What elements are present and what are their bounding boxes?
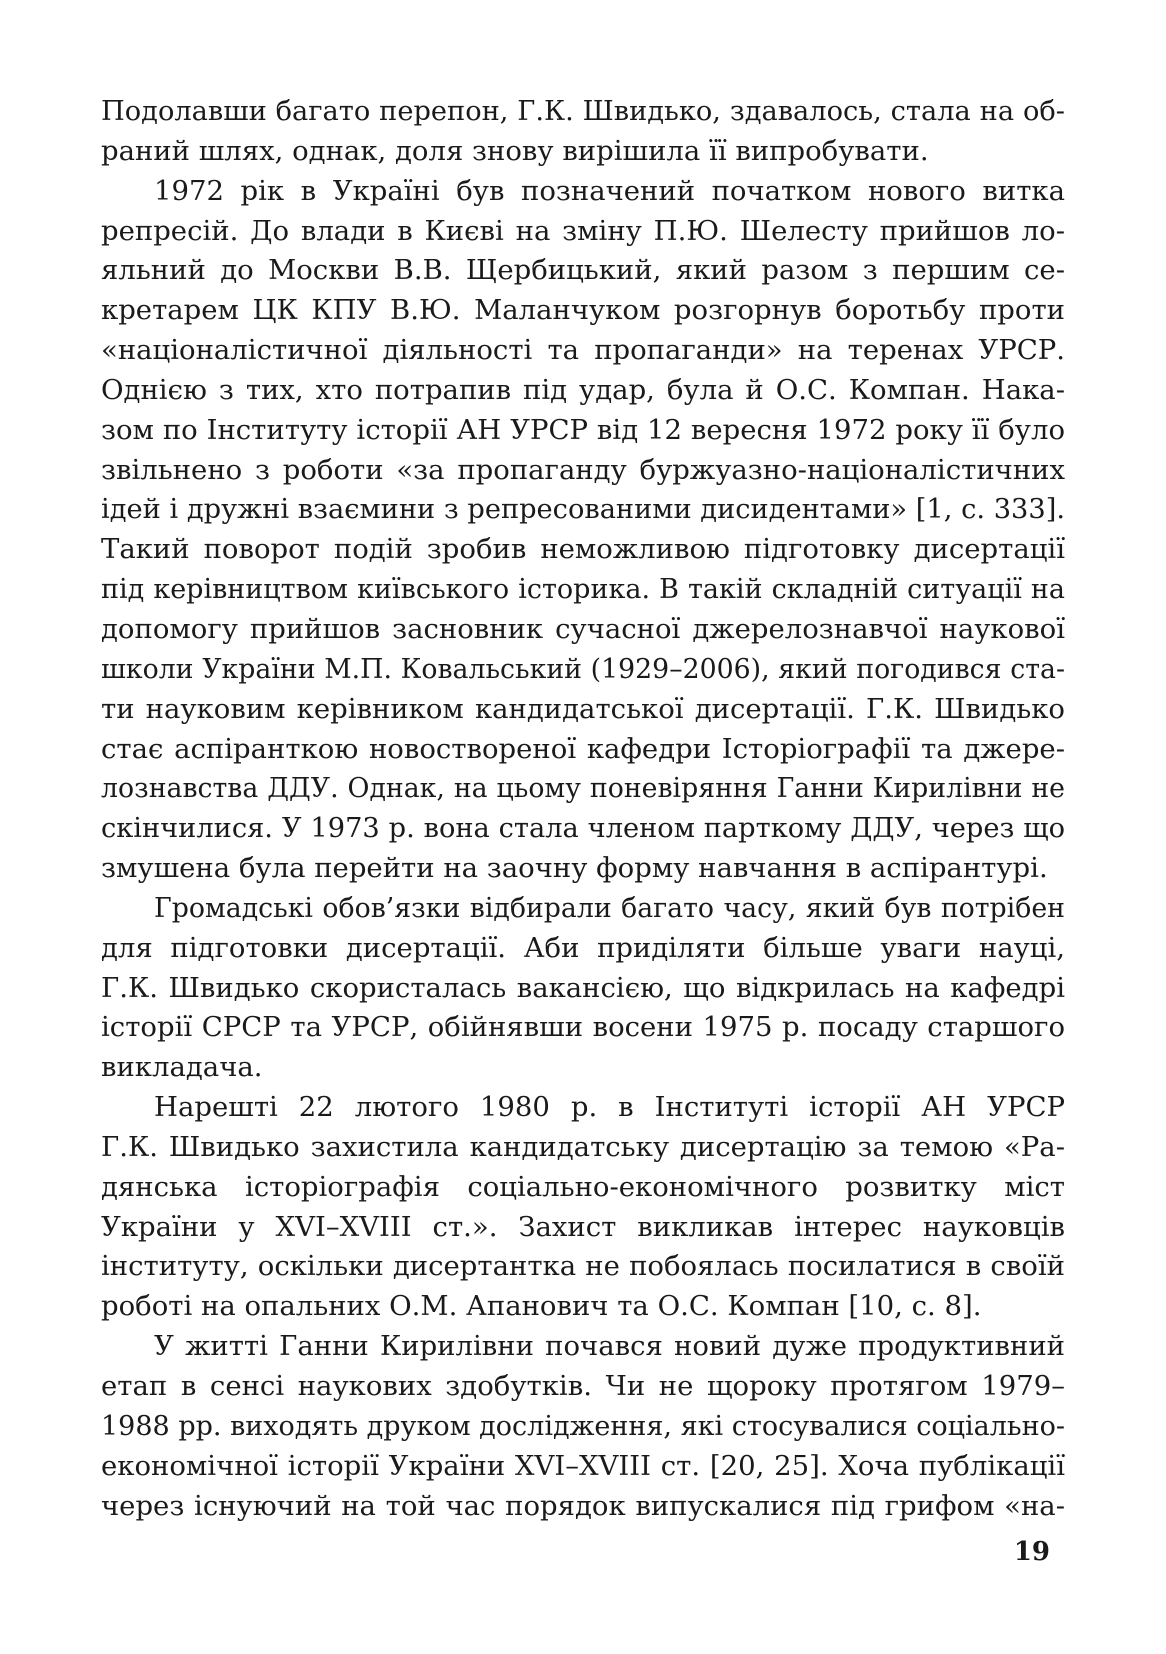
text-line: «націоналістичної діяльності та пропаганди» на теренах УРСР. bbox=[101, 334, 1065, 367]
text-line: ти науковим керівником кандидатської дисертації. Г.К. Швидько bbox=[101, 692, 1065, 725]
body-text bbox=[101, 92, 1065, 1526]
text-line: змушена була перейти на заочну форму навчання в аспірантурі. bbox=[101, 852, 1048, 885]
text-line: через існуючий на той час порядок випускалися під грифом «на- bbox=[101, 1489, 1065, 1522]
text-line: скінчилися. У 1973 р. вона стала членом парткому ДДУ, через що bbox=[101, 813, 1065, 845]
text-line: інституту, оскільки дисертантка не побоялась посилатися в своїй bbox=[101, 1250, 1065, 1283]
text-line: допомогу прийшов засновник сучасної джерелознавчої наукової bbox=[101, 612, 1065, 645]
text-line: школи України М.П. Ковальський (1929–2006), який погодився ста- bbox=[101, 653, 1065, 685]
text-line: ідей і дружні взаємини з репресованими дисидентами» [1, с. 333]. bbox=[101, 494, 1065, 526]
text-line: Однією з тих, хто потрапив під удар, була й О.С. Компан. Нака- bbox=[101, 373, 1065, 406]
text-line: лознавства ДДУ. Однак, на цьому поневіряння Ганни Кирилівни не bbox=[101, 773, 1065, 805]
text-line: Г.К. Швидько скористалась вакансією, що відкрилась на кафедрі bbox=[101, 971, 1065, 1004]
text-line: яльний до Москви В.В. Щербицький, який разом з першим се- bbox=[101, 254, 1065, 287]
text-line: Такий поворот подій зробив неможливою підготовку дисертації bbox=[101, 533, 1065, 566]
text-line: викладача. bbox=[101, 1051, 263, 1084]
text-line: Нарешті 22 лютого 1980 р. в Інституті історії АН УРСР bbox=[154, 1091, 1065, 1124]
text-line: для підготовки дисертації. Аби приділяти більше уваги науці, bbox=[101, 931, 1065, 964]
text-line: стає аспіранткою новоствореної кафедри Історіографії та джере- bbox=[101, 732, 1065, 765]
page-number: 19 bbox=[1013, 1537, 1050, 1567]
text-line: кретарем ЦК КПУ В.Ю. Маланчуком розгорнув боротьбу проти bbox=[101, 294, 1065, 327]
text-line: історії СРСР та УРСР, обійнявши восени 1975 р. посаду старшого bbox=[101, 1011, 1065, 1044]
text-line: зом по Інституту історії АН УРСР від 12 вересня 1972 року її було bbox=[101, 413, 1065, 446]
text-line: У житті Ганни Кирилівни почався новий дуже продуктивний bbox=[154, 1330, 1065, 1363]
text-line: 1972 рік в Україні був позначений початком нового витка bbox=[154, 174, 1065, 207]
text-line: етап в сенсі наукових здобутків. Чи не щороку протягом 1979– bbox=[101, 1370, 1065, 1402]
text-line: 1988 рр. виходять друком дослідження, які стосувалися соціально- bbox=[101, 1410, 1065, 1442]
text-line: репресій. До влади в Києві на зміну П.Ю. Шелесту прийшов ло- bbox=[101, 214, 1065, 247]
text-line: роботі на опальних О.М. Апанович та О.С. Компан [10, с. 8]. bbox=[101, 1290, 982, 1323]
text-line: економічної історії України XVI–XVIII ст. [20, 25]. Хоча публікації bbox=[101, 1449, 1065, 1482]
text-line: Громадські обов’язки відбирали багато часу, який був потрібен bbox=[154, 892, 1065, 924]
text-line: Подолавши багато перепон, Г.К. Швидько, здавалось, стала на об- bbox=[101, 96, 1065, 127]
text-line: Г.К. Швидько захистила кандидатську дисертацію за темою «Ра- bbox=[101, 1130, 1065, 1163]
text-line: дянська історіографія соціально-економічного розвитку міст bbox=[101, 1170, 1065, 1203]
text-line: звільнено з роботи «за пропаганду буржуазно-націоналістичних bbox=[101, 453, 1065, 486]
text-line: під керівництвом київського історика. В такій складній ситуації на bbox=[101, 574, 1065, 606]
text-line: України у XVI–XVIII ст.». Захист викликав інтерес науковців bbox=[101, 1210, 1065, 1243]
text-line: раний шлях, однак, доля знову вирішила її випробувати. bbox=[101, 134, 929, 167]
